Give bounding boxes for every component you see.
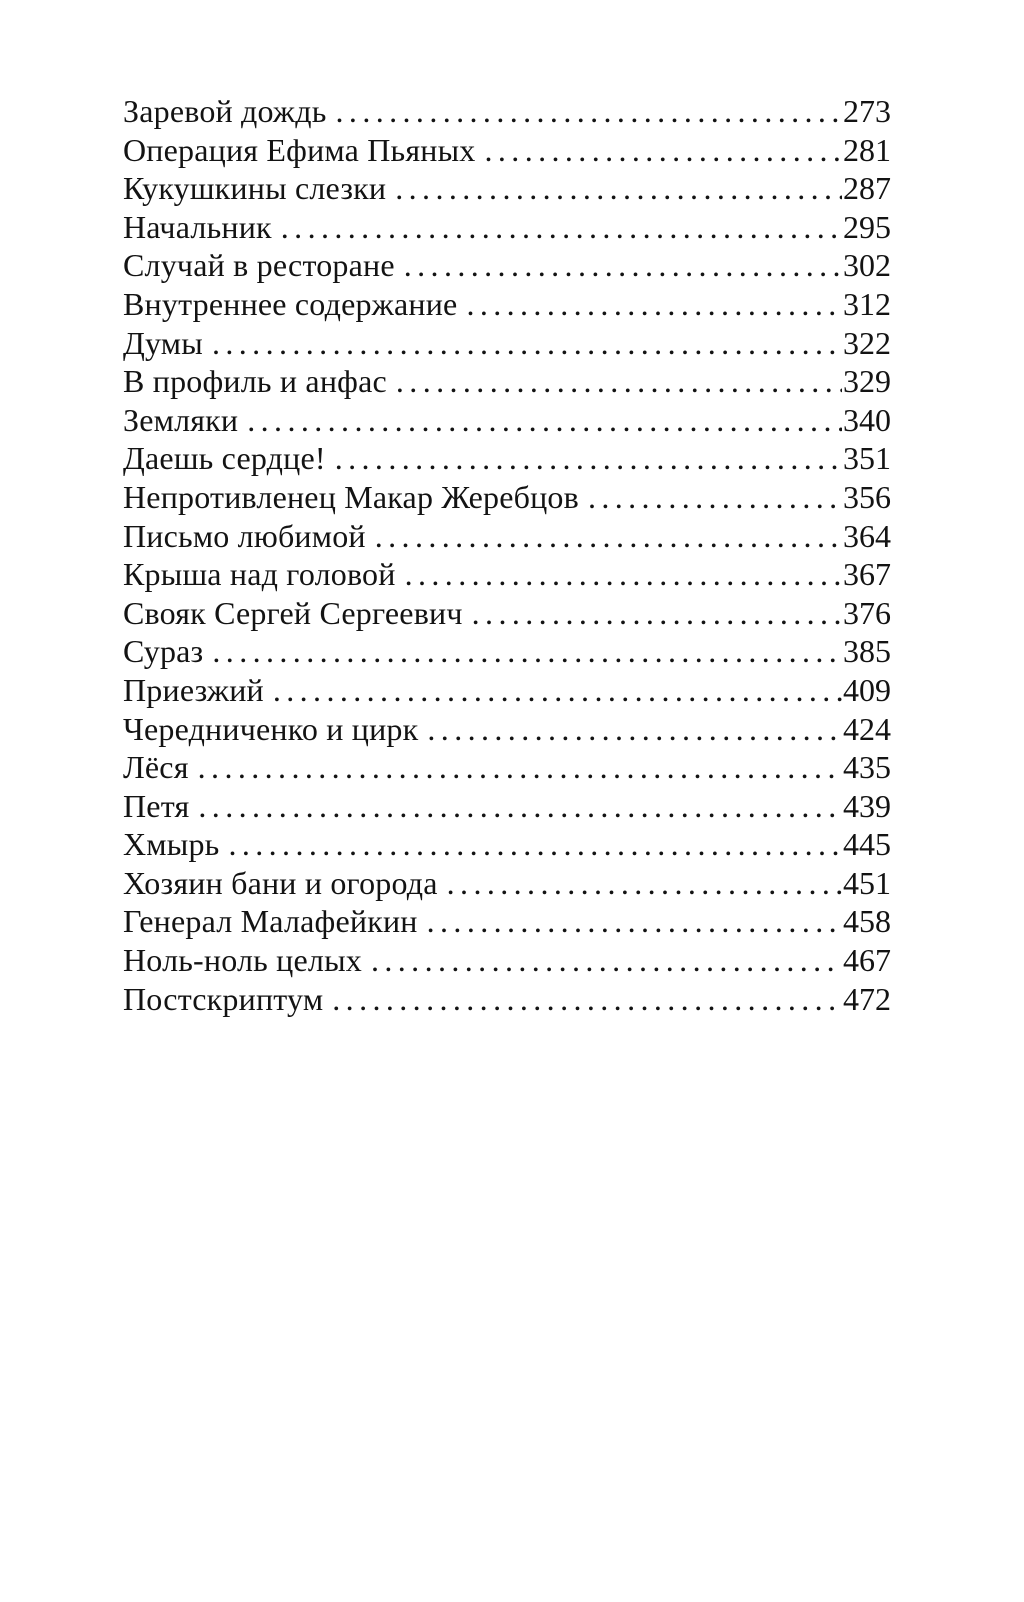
toc-entry (123, 710, 891, 749)
toc-entry-page: 367 (843, 556, 891, 593)
toc-list (123, 92, 891, 1018)
toc-entry-page: 445 (843, 826, 891, 863)
dot-leader (588, 478, 842, 517)
toc-entry-title: Операция Ефима Пьяных (123, 131, 476, 168)
toc-entry-title: Сураз (123, 633, 204, 670)
toc-entry-page: 273 (843, 93, 891, 129)
toc-entry-title: Думы (123, 324, 203, 361)
toc-entry-title: В профиль и анфас (123, 363, 387, 400)
toc-entry (123, 902, 891, 941)
toc-entry (123, 169, 891, 208)
dot-leader (395, 169, 842, 208)
toc-entry (123, 825, 891, 864)
toc-entry (123, 92, 891, 131)
dot-leader (281, 208, 842, 247)
toc-entry (123, 324, 891, 363)
toc-entry (123, 748, 891, 787)
dot-leader (404, 246, 842, 285)
dot-leader (212, 324, 842, 363)
toc-entry-title: Постскриптум (123, 980, 324, 1017)
toc-entry-title: Заревой дождь (123, 93, 327, 129)
dot-leader (375, 517, 842, 556)
toc-entry (123, 362, 891, 401)
toc-entry-title: Хозяин бани и огорода (123, 864, 438, 901)
toc-entry-title: Ноль-ноль целых (123, 942, 362, 979)
toc-entry-title: Лёся (123, 749, 189, 786)
toc-entry (123, 517, 891, 556)
dot-leader (247, 401, 842, 440)
toc-entry-page: 385 (843, 633, 891, 670)
toc-entry-title: Внутреннее содержание (123, 285, 458, 322)
dot-leader (212, 632, 842, 671)
dot-leader (198, 787, 842, 826)
toc-entry (123, 594, 891, 633)
dot-leader (335, 439, 842, 478)
toc-entry (123, 787, 891, 826)
toc-entry-page: 376 (843, 594, 891, 631)
toc-entry-title: Случай в ресторане (123, 247, 395, 284)
toc-entry-page: 467 (843, 942, 891, 979)
toc-entry (123, 401, 891, 440)
toc-entry (123, 478, 891, 517)
toc-entry-page: 351 (843, 440, 891, 477)
toc-entry-page: 439 (843, 787, 891, 824)
toc-entry-title: Кукушкины слезки (123, 170, 387, 207)
toc-entry (123, 864, 891, 903)
dot-leader (332, 980, 842, 1019)
toc-entry (123, 980, 891, 1019)
toc-entry-title: Письмо любимой (123, 517, 366, 554)
toc-entry-page: 287 (843, 170, 891, 207)
toc-entry-page: 329 (843, 363, 891, 400)
toc-entry (123, 131, 891, 170)
toc-entry (123, 555, 891, 594)
dot-leader (485, 131, 843, 170)
dot-leader (472, 594, 842, 633)
dot-leader (427, 710, 842, 749)
toc-entry-title: Даешь сердце! (123, 440, 326, 477)
toc-entry-page: 312 (843, 285, 891, 322)
dot-leader (336, 92, 842, 131)
toc-entry (123, 285, 891, 324)
toc-entry-title: Петя (123, 787, 190, 824)
dot-leader (273, 671, 842, 710)
toc-entry-page: 364 (843, 517, 891, 554)
toc-entry-page: 451 (843, 864, 891, 901)
toc-entry-page: 472 (843, 980, 891, 1017)
toc-entry (123, 246, 891, 285)
toc-entry-title: Крыша над головой (123, 556, 396, 593)
toc-entry-page: 458 (843, 903, 891, 940)
toc-entry-page: 295 (843, 208, 891, 245)
dot-leader (228, 825, 842, 864)
toc-entry-page: 302 (843, 247, 891, 284)
dot-leader (447, 864, 842, 903)
toc-entry-title: Приезжий (123, 671, 264, 708)
dot-leader (466, 285, 842, 324)
toc-entry (123, 941, 891, 980)
toc-entry (123, 208, 891, 247)
toc-entry-title: Непротивленец Макар Жеребцов (123, 478, 579, 515)
toc-entry-title: Свояк Сергей Сергеевич (123, 594, 463, 631)
toc-entry-title: Генерал Малафейкин (123, 903, 418, 940)
toc-entry-page: 435 (843, 749, 891, 786)
toc-entry-title: Земляки (123, 401, 239, 438)
toc-entry-page: 281 (843, 131, 891, 168)
dot-leader (198, 748, 842, 787)
toc-entry-page: 340 (843, 401, 891, 438)
toc-entry-page: 409 (843, 671, 891, 708)
toc-entry (123, 671, 891, 710)
dot-leader (371, 941, 842, 980)
toc-entry-page: 356 (843, 478, 891, 515)
toc-entry-title: Чередниченко и цирк (123, 710, 419, 747)
dot-leader (427, 902, 842, 941)
toc-entry-title: Хмырь (123, 826, 220, 863)
toc-entry-page: 424 (843, 710, 891, 747)
dot-leader (396, 362, 842, 401)
toc-entry-title: Начальник (123, 208, 272, 245)
toc-entry (123, 632, 891, 671)
dot-leader (405, 555, 842, 594)
toc-entry-page: 322 (843, 324, 891, 361)
toc-entry (123, 439, 891, 478)
